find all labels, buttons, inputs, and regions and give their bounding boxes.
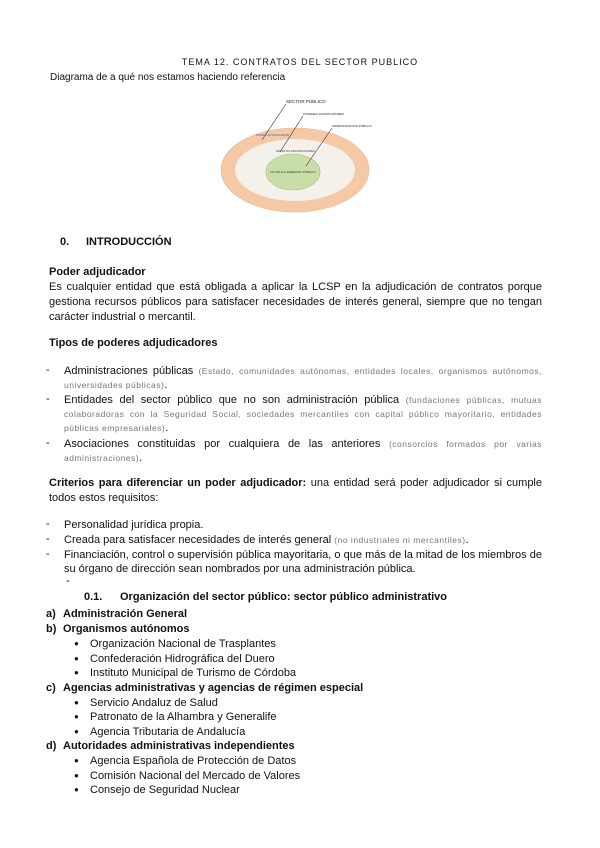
- diagram-intro: Diagrama de a qué nos estamos haciendo referencia: [50, 72, 286, 83]
- poder-adjudicador-heading: Poder adjudicador: [49, 266, 146, 278]
- list-dash: -: [46, 393, 50, 405]
- stray-dash: -: [66, 575, 70, 587]
- list-item: Entidades del sector público que no son administración pública (fundaciones públicas, mutuas colaboradoras con la Seguridad Social, sociedades mercantiles con capital público mayoritario, entidades públicas empresariales).: [64, 394, 542, 434]
- document-title: TEMA 12. CONTRATOS DEL SECTOR PUBLICO: [181, 57, 419, 67]
- list-item: Personalidad jurídica propia.: [64, 519, 204, 531]
- label-poder-adjudicador: PODER ADJUDICADOR: [256, 133, 290, 137]
- list-item: Financiación, control o supervisión pública mayoritaria, o que más de la mitad de los miembros de su órgano de dirección sean nombrados por una administración pública.: [64, 549, 542, 575]
- list-dash: -: [46, 364, 50, 376]
- list-item: ● Organización Nacional de Trasplantes: [74, 638, 276, 650]
- criterios-paragraph: Criterios para diferenciar un poder adjudicador: una entidad será poder adjudicador si cumple todos estos requisitos:: [49, 477, 542, 504]
- label-poderes-adjudicadores: PODERES ADJUDICADORES: [303, 112, 345, 116]
- label-sector-publico: SECTOR PÚBLICO: [286, 99, 326, 104]
- label-entes: ENTES NO ADJUDICADORES: [276, 149, 315, 153]
- label-administracion-publica: ADMINISTRACIÓN PÚBLICA: [332, 124, 372, 128]
- bullet-icon: ●: [74, 756, 79, 765]
- bullet-icon: ●: [74, 727, 79, 736]
- group-heading-c: c) Agencias administrativas y agencias de régimen especial: [46, 682, 364, 694]
- poder-adjudicador-text: Es cualquier entidad que está obligada a aplicar la LCSP en la adjudicación de contratos porque gestiona recursos públicos para satisfacer necesidades de interés general, siempre que no tengan carácter industrial o mercantil.: [49, 281, 542, 323]
- group-heading-d: d) Autoridades administrativas independientes: [46, 740, 295, 752]
- bullet-icon: ●: [74, 712, 79, 721]
- list-item: ● Consejo de Seguridad Nuclear: [74, 784, 240, 796]
- list-dash: -: [46, 518, 50, 530]
- list-item: ● Agencia Tributaria de Andalucía: [74, 726, 246, 738]
- list-item: Administraciones públicas (Estado, comunidades autónomas, entidades locales, organismos autónomos, universidades públicas).: [64, 365, 542, 391]
- tipos-heading: Tipos de poderes adjudicadores: [49, 337, 218, 349]
- list-item: ● Agencia Española de Protección de Datos: [74, 755, 297, 767]
- bullet-icon: ●: [74, 668, 79, 677]
- list-dash: -: [46, 437, 50, 449]
- list-item: ● Patronato de la Alhambra y Generalife: [74, 711, 277, 723]
- section-introduccion-heading: 0. INTRODUCCIÓN: [60, 236, 172, 248]
- list-item: Creada para satisfacer necesidades de interés general (no industriales ni mercantiles).: [64, 534, 469, 546]
- label-core: NO APLICA DERECHO PÚBLICO: [270, 170, 316, 174]
- list-item: ● Instituto Municipal de Turismo de Córdoba: [74, 667, 297, 679]
- group-heading-b: b) Organismos autónomos: [46, 623, 190, 635]
- list-item: ● Servicio Andaluz de Salud: [74, 697, 218, 709]
- bullet-icon: ●: [74, 698, 79, 707]
- bullet-icon: ●: [74, 785, 79, 794]
- list-dash: -: [46, 548, 50, 560]
- bullet-icon: ●: [74, 639, 79, 648]
- bullet-icon: ●: [74, 771, 79, 780]
- list-item: ● Confederación Hidrográfica del Duero: [74, 653, 275, 665]
- section-organizacion-heading: 0.1. Organización del sector público: sector público administrativo: [84, 591, 448, 603]
- list-dash: -: [46, 533, 50, 545]
- bullet-icon: ●: [74, 654, 79, 663]
- list-item: Asociaciones constituidas por cualquiera de las anteriores (consorcios formados por varias administraciones).: [64, 438, 542, 464]
- list-item: ● Comisión Nacional del Mercado de Valores: [74, 770, 301, 782]
- group-heading-a: a) Administración General: [46, 608, 188, 620]
- sector-diagram: [210, 86, 380, 216]
